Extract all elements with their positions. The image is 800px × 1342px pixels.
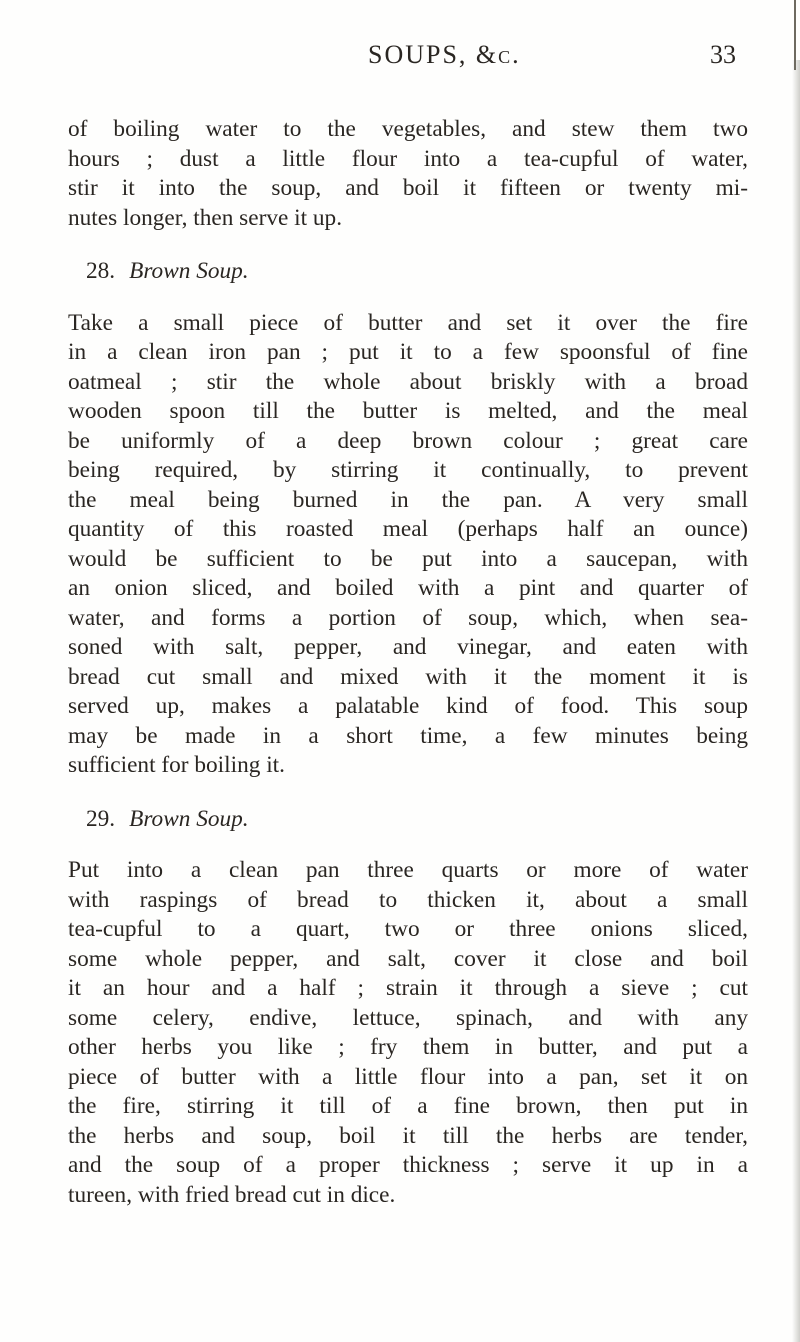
recipe-28-heading [68, 257, 748, 287]
recipe-28-title: Brown Soup. [129, 258, 249, 284]
text-line: an onion sliced, and boiled with a pint and quarter of [68, 575, 748, 601]
recipe-28-number: 28. [86, 258, 116, 284]
text-line: it an hour and a half ; strain it through a sieve ; cut [68, 975, 748, 1001]
running-head [0, 40, 800, 80]
recipe-29-title: Brown Soup. [129, 805, 249, 832]
text-line: soned with salt, pepper, and vinegar, and eaten with [68, 634, 748, 660]
text-line: would be sufficient to be put into a saucepan, with [68, 545, 748, 572]
recipe-29-number: 29. [86, 805, 116, 832]
text-line: hours ; dust a little flour into a tea-cupful of water, [68, 145, 748, 172]
text-line: piece of butter with a little flour into a pan, set it on [68, 1063, 748, 1090]
text-line: with raspings of bread to thicken it, about a small [68, 886, 748, 913]
page-edge-shadow [792, 60, 800, 1342]
recipe-29-heading [68, 805, 748, 835]
text-line: being required, by stirring it continually, to prevent [68, 457, 748, 483]
text-line: nutes longer, then serve it up. [68, 204, 343, 231]
text-line: of boiling water to the vegetables, and stew them two [68, 116, 748, 142]
text-line: the fire, stirring it till of a fine brown, then put in [68, 1093, 748, 1119]
running-head-title: SOUPS, &c. [368, 40, 521, 69]
text-line: oatmeal ; stir the whole about briskly with a broad [68, 368, 748, 395]
text-line: some whole pepper, and salt, cover it close and boil [68, 945, 748, 972]
text-line: the herbs and soup, boil it till the herbs are tender, [68, 1122, 748, 1149]
text-line: in a clean iron pan ; put it to a few spoonsful of fine [68, 339, 748, 365]
text-line: other herbs you like ; fry them in butter, and put a [68, 1034, 748, 1060]
text-line: wooden spoon till the butter is melted, and the meal [68, 398, 748, 424]
text-line: some celery, endive, lettuce, spinach, and with any [68, 1004, 748, 1031]
text-line: tureen, with fried bread cut in dice. [68, 1181, 396, 1208]
text-line: water, and forms a portion of soup, which, when sea- [68, 604, 748, 631]
recipe-28-paragraph [68, 309, 748, 781]
text-line: bread cut small and mixed with it the moment it is [68, 663, 748, 690]
text-line: the meal being burned in the pan. A very small [68, 486, 748, 513]
recipe-29-paragraph [68, 856, 748, 1210]
text-line: tea-cupful to a quart, two or three onions sliced, [68, 916, 748, 942]
page-number: 33 [710, 40, 736, 69]
text-line: sufficient for boiling it. [68, 752, 285, 778]
body-text [68, 115, 748, 1210]
text-line: stir it into the soup, and boil it fifteen or twenty mi- [68, 175, 748, 201]
intro-paragraph [68, 115, 748, 233]
text-line: Take a small piece of butter and set it over the fire [68, 309, 748, 336]
text-line: may be made in a short time, a few minutes being [68, 722, 748, 749]
text-line: and the soup of a proper thickness ; serve it up in a [68, 1152, 748, 1178]
text-line: quantity of this roasted meal (perhaps half an ounce) [68, 516, 748, 542]
text-line: be uniformly of a deep brown colour ; great care [68, 427, 748, 454]
text-line: served up, makes a palatable kind of food. This soup [68, 693, 748, 719]
text-line: Put into a clean pan three quarts or more of water [68, 857, 748, 883]
